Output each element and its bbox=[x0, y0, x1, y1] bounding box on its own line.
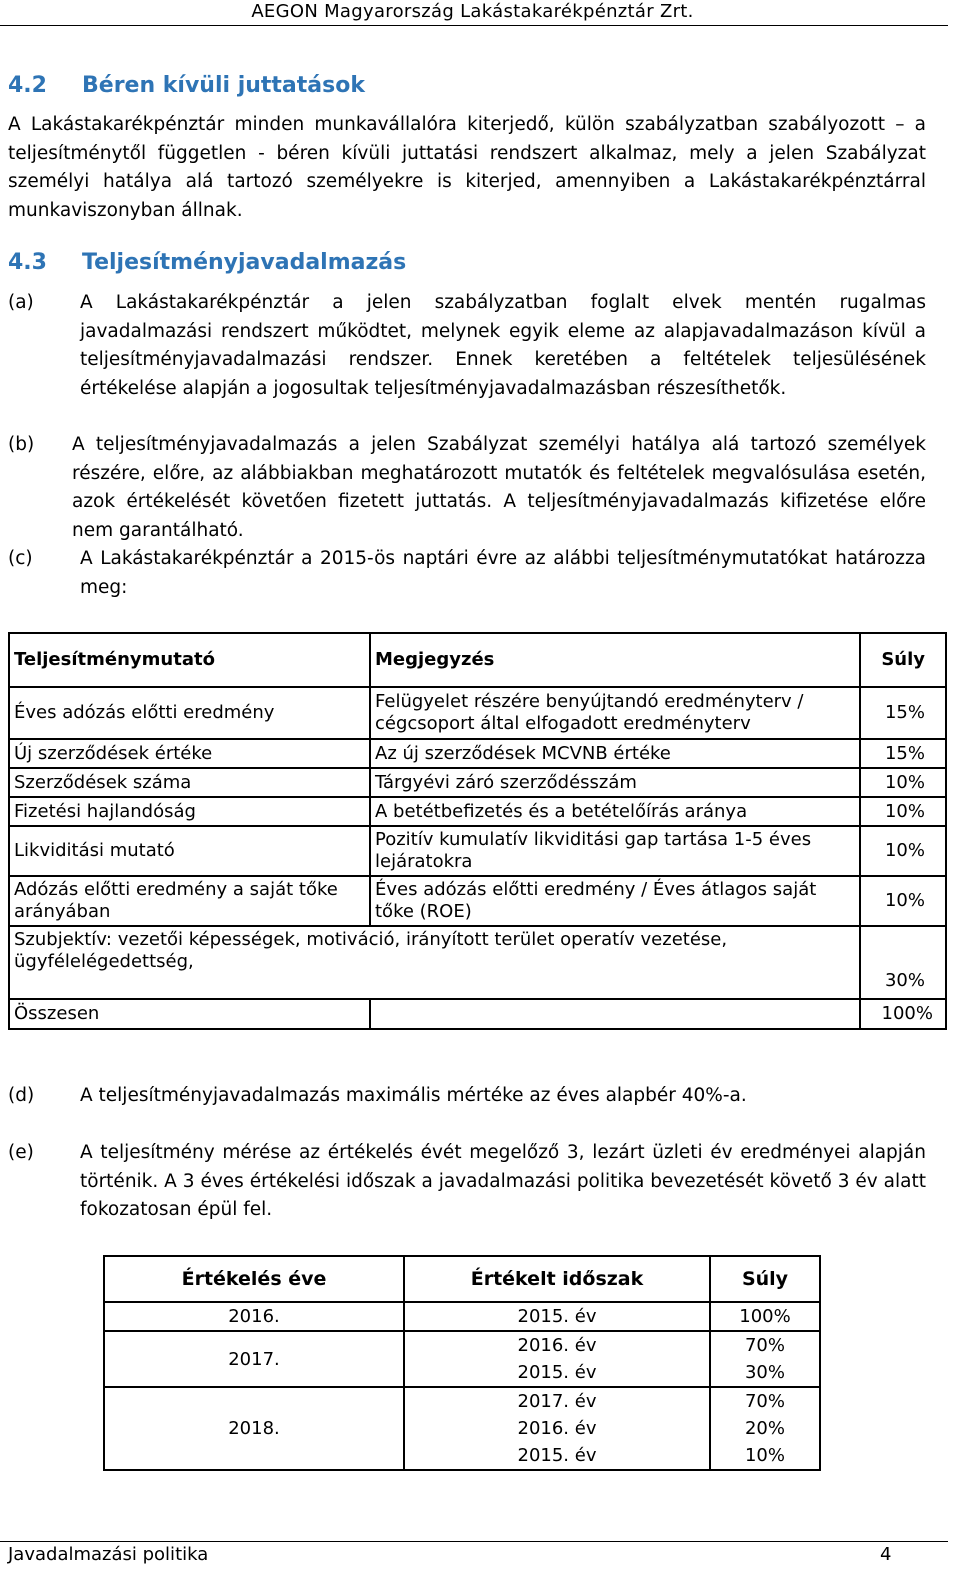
weight-cell: 10% bbox=[860, 768, 946, 797]
year-cell: 2016. bbox=[104, 1302, 404, 1331]
item-b-text: A teljesítményjavadalmazás a jelen Szabályzat személyi hatálya alá tartozó személyek részére, előre, az alábbiakban meghatározott mutatók és feltételek megvalósulása esetén, azok értékelését követően fizetett juttatás. A teljesítményjavadalmazás kifizetése előre nem garantálható. bbox=[72, 434, 926, 541]
indicator-cell: Éves adózás előtti eredmény bbox=[9, 687, 370, 739]
weight-cell: 10% bbox=[860, 797, 946, 826]
page-number: 4 bbox=[880, 1544, 892, 1565]
note-cell: Tárgyévi záró szerződésszám bbox=[370, 768, 860, 797]
period-cell: 2016. év bbox=[404, 1331, 710, 1359]
weight-cell: 70% bbox=[710, 1387, 820, 1415]
table-row-subjective bbox=[9, 926, 946, 999]
section-4-2-heading bbox=[8, 73, 365, 98]
table-header-row bbox=[9, 633, 946, 687]
page-header-title: AEGON Magyarország Lakástakarékpénztár Zrt. bbox=[251, 1, 694, 22]
header-evaluation-year: Értékelés éve bbox=[104, 1256, 404, 1302]
note-cell: Felügyelet részére benyújtandó eredményterv / cégcsoport által elfogadott eredményterv bbox=[370, 687, 860, 739]
table-row bbox=[9, 768, 946, 797]
item-a-text: A Lakástakarékpénztár a jelen szabályzatban foglalt elvek mentén rugalmas javadalmazási rendszert működtet, melynek egyik eleme az alapjavadalmazáson kívül a teljesítményjavadalmazási rendszer. Ennek keretében a feltételek teljesülésének értékelése alapján a jogosultak teljesítményjavadalmazásban részesíthetők. bbox=[80, 292, 926, 399]
note-cell: Az új szerződések MCVNB értéke bbox=[370, 739, 860, 768]
performance-indicators-table bbox=[8, 632, 947, 1030]
year-cell: 2018. bbox=[104, 1387, 404, 1470]
period-cell: 2015. év bbox=[404, 1442, 710, 1470]
section-4-2-title: Béren kívüli juttatások bbox=[82, 73, 365, 98]
weight-cell: 100% bbox=[710, 1302, 820, 1331]
empty-cell bbox=[370, 999, 860, 1029]
weight-cell: 30% bbox=[860, 926, 946, 999]
item-e-label: (e) bbox=[8, 1142, 34, 1163]
total-weight-cell: 100% bbox=[860, 999, 946, 1029]
header-indicator: Teljesítménymutató bbox=[9, 633, 370, 687]
indicator-cell: Fizetési hajlandóság bbox=[9, 797, 370, 826]
table-row bbox=[9, 739, 946, 768]
weight-cell: 10% bbox=[710, 1442, 820, 1470]
item-d-text: A teljesítményjavadalmazás maximális mértéke az éves alapbér 40%-a. bbox=[80, 1085, 747, 1106]
weight-cell: 30% bbox=[710, 1359, 820, 1387]
period-cell: 2017. év bbox=[404, 1387, 710, 1415]
evaluation-period-table bbox=[103, 1255, 821, 1471]
table-row bbox=[104, 1331, 820, 1359]
header-note: Megjegyzés bbox=[370, 633, 860, 687]
section-4-3-heading bbox=[8, 250, 406, 275]
weight-cell: 10% bbox=[860, 826, 946, 876]
section-4-2-number: 4.2 bbox=[8, 73, 47, 98]
table-row bbox=[104, 1387, 820, 1415]
header-weight: Súly bbox=[710, 1256, 820, 1302]
table-row bbox=[9, 876, 946, 926]
item-c-text: A Lakástakarékpénztár a 2015-ös naptári évre az alábbi teljesítménymutatókat határozza meg: bbox=[80, 548, 926, 598]
header-divider bbox=[0, 25, 948, 26]
note-cell: A betétbefizetés és a betételőírás aránya bbox=[370, 797, 860, 826]
item-b-label: (b) bbox=[8, 434, 35, 455]
indicator-cell: Szerződések száma bbox=[9, 768, 370, 797]
item-d-label: (d) bbox=[8, 1085, 35, 1106]
header-weight: Súly bbox=[860, 633, 946, 687]
footer-divider bbox=[0, 1541, 948, 1542]
year-cell: 2017. bbox=[104, 1331, 404, 1387]
item-a-label: (a) bbox=[8, 292, 34, 313]
table-row bbox=[9, 826, 946, 876]
table-row bbox=[9, 687, 946, 739]
total-label-cell: Összesen bbox=[9, 999, 370, 1029]
section-4-3-title: Teljesítményjavadalmazás bbox=[82, 250, 407, 275]
note-cell: Pozitív kumulatív likviditási gap tartása 1-5 éves lejáratokra bbox=[370, 826, 860, 876]
subjective-cell: Szubjektív: vezetői képességek, motiváció, irányított terület operatív vezetése, ügyfélelégedettség, bbox=[9, 926, 860, 999]
period-cell: 2015. év bbox=[404, 1359, 710, 1387]
section-4-2-paragraph: A Lakástakarékpénztár minden munkavállalóra kiterjedő, külön szabályzatban szabályozott – a teljesítménytől független - béren kívüli juttatási rendszert alkalmaz, mely a jelen Szabályzat személyi hatálya alá tartozó személyekre is kiterjed, amennyiben a Lakástakarékpénztárral munkaviszonyban állnak. bbox=[8, 114, 926, 221]
table-row-total bbox=[9, 999, 946, 1029]
section-4-3-number: 4.3 bbox=[8, 250, 47, 275]
period-cell: 2015. év bbox=[404, 1302, 710, 1331]
weight-cell: 10% bbox=[860, 876, 946, 926]
weight-cell: 20% bbox=[710, 1415, 820, 1442]
period-cell: 2016. év bbox=[404, 1415, 710, 1442]
table-header-row bbox=[104, 1256, 820, 1302]
header-evaluated-period: Értékelt időszak bbox=[404, 1256, 710, 1302]
weight-cell: 15% bbox=[860, 687, 946, 739]
table-row bbox=[9, 797, 946, 826]
weight-cell: 15% bbox=[860, 739, 946, 768]
indicator-cell: Új szerződések értéke bbox=[9, 739, 370, 768]
indicator-cell: Likviditási mutató bbox=[9, 826, 370, 876]
item-c-label: (c) bbox=[8, 548, 33, 569]
table-row bbox=[104, 1302, 820, 1331]
note-cell: Éves adózás előtti eredmény / Éves átlagos saját tőke (ROE) bbox=[370, 876, 860, 926]
item-e-text: A teljesítmény mérése az értékelés évét megelőző 3, lezárt üzleti év eredményei alapján történik. A 3 éves értékelési időszak a javadalmazási politika bevezetését követő 3 év alatt fokozatosan épül fel. bbox=[80, 1142, 926, 1220]
weight-cell: 70% bbox=[710, 1331, 820, 1359]
footer-document-title: Javadalmazási politika bbox=[8, 1544, 209, 1565]
indicator-cell: Adózás előtti eredmény a saját tőke arányában bbox=[9, 876, 370, 926]
